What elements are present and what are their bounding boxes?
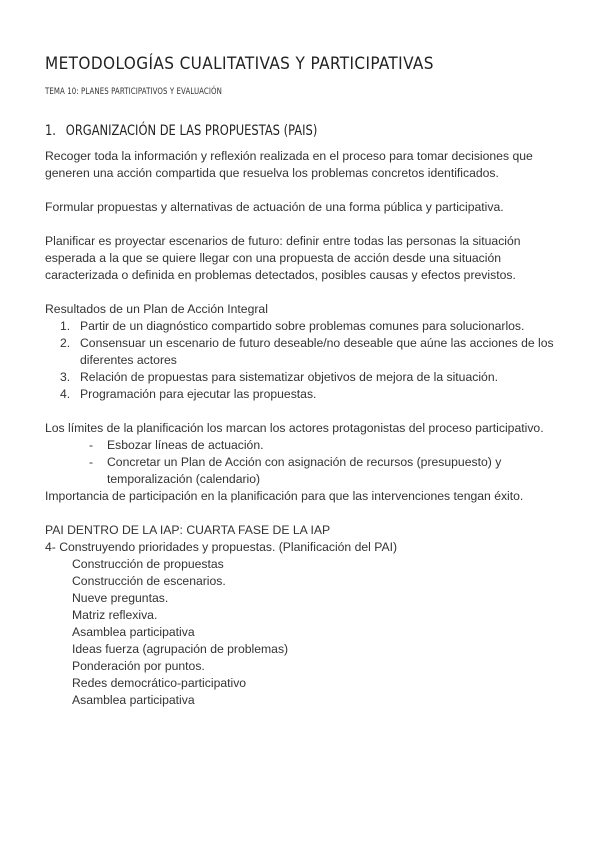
results-list — [45, 318, 565, 403]
list-item: Redes democrático-participativo — [72, 676, 247, 690]
list-item: Construcción de escenarios. — [72, 574, 226, 588]
importance-paragraph: Importancia de participación en la planificación para que las intervenciones tengan éxito. — [45, 489, 524, 503]
pai-heading: PAI DENTRO DE LA IAP: CUARTA FASE DE LA IAP — [45, 523, 331, 537]
list-item: Ponderación por puntos. — [72, 659, 205, 673]
list-item: Nueve preguntas. — [72, 591, 169, 605]
list-item: Ideas fuerza (agrupación de problemas) — [72, 642, 289, 656]
section-heading-text: ORGANIZACIÓN DE LAS PROPUESTAS (PAIS) — [65, 123, 318, 139]
paragraph: Formular propuestas y alternativas de actuación de una forma pública y participativa. — [45, 200, 504, 214]
list-item: Matriz reflexiva. — [72, 608, 158, 622]
list-item: 3. Relación de propuestas para sistematizar objetivos de mejora de la situación. — [60, 370, 498, 384]
list-item: Construcción de propuestas — [72, 557, 224, 571]
pai-subheading: 4- Construyendo prioridades y propuestas. (Planificación del PAI) — [45, 540, 398, 554]
section-body — [45, 148, 565, 709]
document-title: METODOLOGÍAS CUALITATIVAS Y PARTICIPATIVAS — [45, 54, 434, 74]
document-subtitle: TEMA 10: PLANES PARTICIPATIVOS Y EVALUACIÓN — [45, 87, 222, 97]
list-item: 4. Programación para ejecutar las propuestas. — [60, 387, 317, 401]
paragraph: Recoger toda la información y reflexión realizada en el proceso para tomar decisiones que generen una acción compartida que resuelva los problemas concretos identificados. — [45, 149, 533, 180]
list-item: Asamblea participativa — [72, 693, 195, 707]
limits-paragraph: Los límites de la planificación los marcan los actores protagonistas del proceso participativo. — [45, 421, 544, 435]
list-item: - Concretar un Plan de Acción con asignación de recursos (presupuesto) y temporalización (calendario) — [89, 455, 502, 486]
list-item: 1. Partir de un diagnóstico compartido sobre problemas comunes para solucionarlos. — [60, 319, 525, 333]
limits-list — [45, 437, 565, 488]
paragraph: Planificar es proyectar escenarios de futuro: definir entre todas las personas la situación esperada a la que se quiere llegar con una propuesta de acción desde una situación caracterizada o definida en problemas detectados, posibles causas y efectos previstos. — [45, 234, 521, 282]
results-intro: Resultados de un Plan de Acción Integral — [45, 302, 268, 316]
list-item: - Esbozar líneas de actuación. — [89, 438, 264, 452]
pai-steps-list — [45, 556, 565, 709]
list-item: 2. Consensuar un escenario de futuro deseable/no deseable que aúne las acciones de los diferentes actores — [60, 336, 554, 367]
list-item: Asamblea participativa — [72, 625, 195, 639]
section-number: 1. — [45, 123, 56, 139]
section-heading — [45, 123, 317, 139]
